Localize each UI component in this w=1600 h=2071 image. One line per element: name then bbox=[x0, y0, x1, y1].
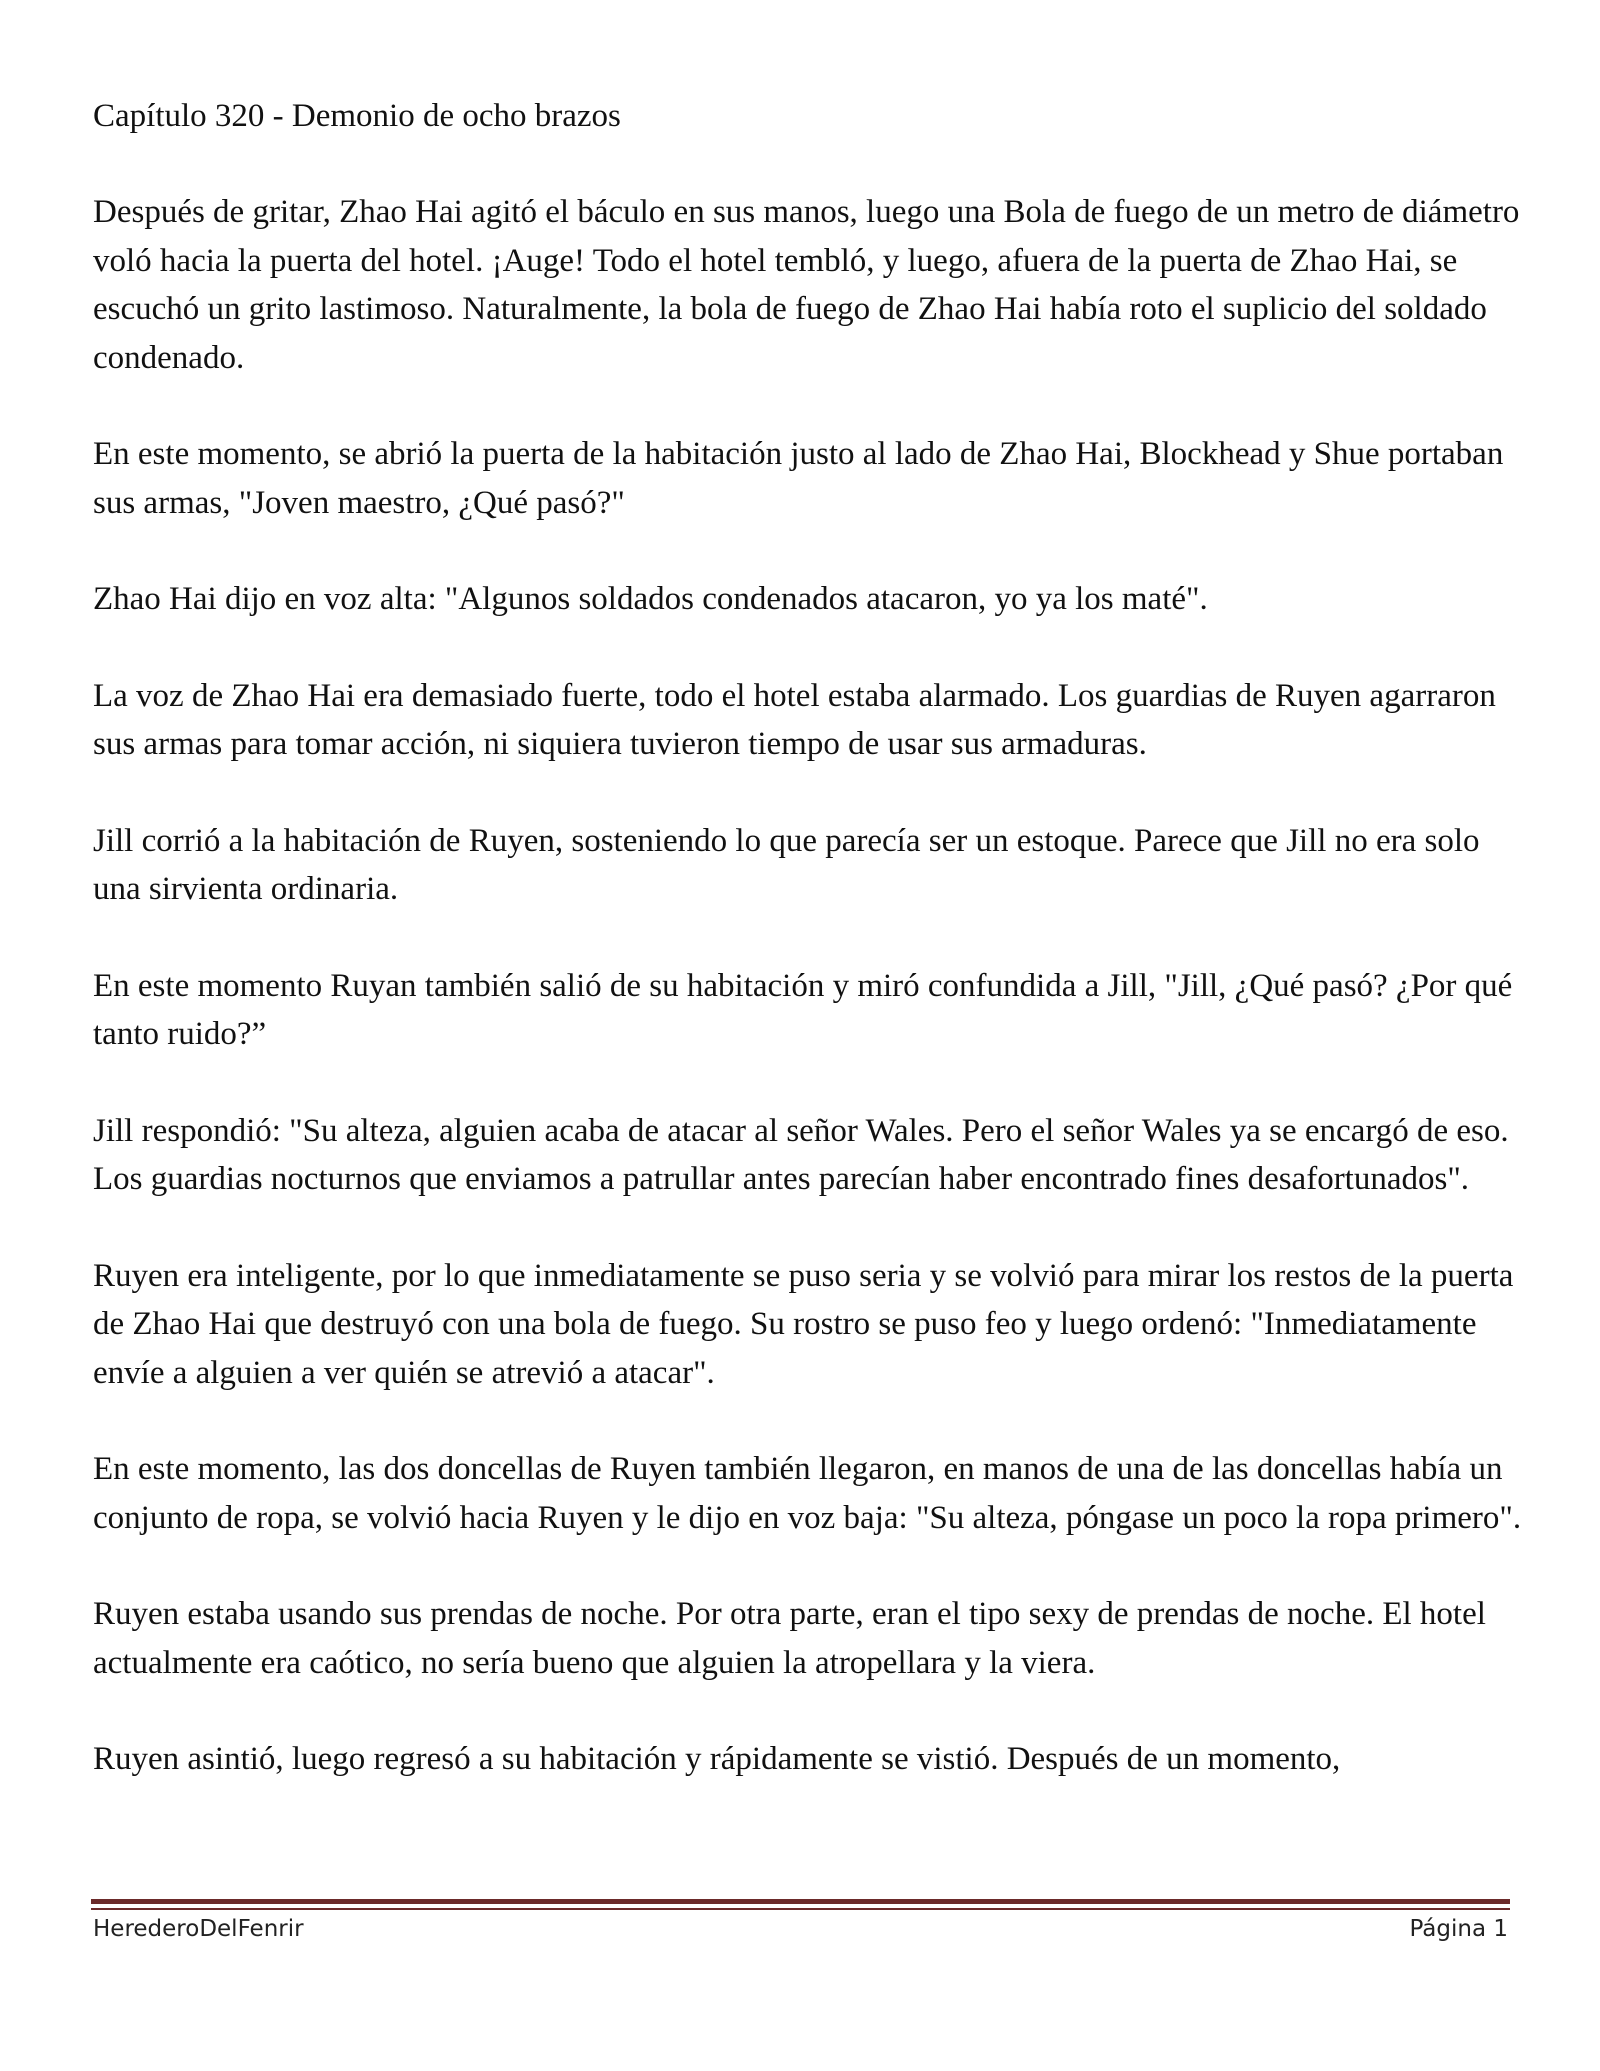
chapter-title: Capítulo 320 - Demonio de ocho brazos bbox=[93, 98, 621, 134]
paragraph: En este momento, las dos doncellas de Ruyen también llegaron, en manos de una de las doncellas había un conjunto de ropa, se volvió hacia Ruyen y le dijo en voz baja: "Su alteza, póngase un poco la ropa primero". bbox=[93, 1451, 1522, 1536]
paragraph: Ruyen era inteligente, por lo que inmediatamente se puso seria y se volvió para mirar los restos de la puerta de Zhao Hai que destruyó con una bola de fuego. Su rostro se puso feo y luego ordenó: "Inmediatamente envíe a alguien a ver quién se atrevió a atacar". bbox=[93, 1257, 1514, 1391]
footer-author: HerederoDelFenrir bbox=[93, 1916, 304, 1942]
paragraph: Jill corrió a la habitación de Ruyen, sosteniendo lo que parecía ser un estoque. Parece que Jill no era solo una sirvienta ordinaria. bbox=[93, 822, 1480, 907]
footer-page-number: Página 1 bbox=[1409, 1916, 1508, 1942]
paragraph: Ruyen asintió, luego regresó a su habitación y rápidamente se vistió. Después de un momento, bbox=[93, 1741, 1341, 1777]
paragraph: Zhao Hai dijo en voz alta: "Algunos soldados condenados atacaron, yo ya los maté". bbox=[93, 581, 1208, 617]
footer-divider bbox=[91, 1899, 1510, 1910]
paragraph: Ruyen estaba usando sus prendas de noche. Por otra parte, eran el tipo sexy de prendas de noche. El hotel actualmente era caótico, no sería bueno que alguien la atropellara y la viera. bbox=[93, 1596, 1486, 1681]
paragraph: Jill respondió: "Su alteza, alguien acaba de atacar al señor Wales. Pero el señor Wales ya se encargó de eso. Los guardias nocturnos que enviamos a patrullar antes parecían haber encontrado fines desafortunados". bbox=[93, 1112, 1509, 1197]
paragraph: En este momento, se abrió la puerta de la habitación justo al lado de Zhao Hai, Blockhead y Shue portaban sus armas, "Joven maestro, ¿Qué pasó?" bbox=[93, 436, 1504, 521]
paragraph: Después de gritar, Zhao Hai agitó el báculo en sus manos, luego una Bola de fuego de un metro de diámetro voló hacia la puerta del hotel. ¡Auge! Todo el hotel tembló, y luego, afuera de la puerta de Zhao Hai, se escuchó un grito lastimoso. Naturalmente, la bola de fuego de Zhao Hai había roto el suplicio del soldado condenado. bbox=[93, 194, 1520, 376]
document-body bbox=[93, 92, 1523, 1832]
paragraph: La voz de Zhao Hai era demasiado fuerte, todo el hotel estaba alarmado. Los guardias de Ruyen agarraron sus armas para tomar acción, ni siquiera tuvieron tiempo de usar sus armaduras. bbox=[93, 677, 1496, 762]
paragraph: En este momento Ruyan también salió de su habitación y miró confundida a Jill, "Jill, ¿Qué pasó? ¿Por qué tanto ruido?” bbox=[93, 967, 1513, 1052]
